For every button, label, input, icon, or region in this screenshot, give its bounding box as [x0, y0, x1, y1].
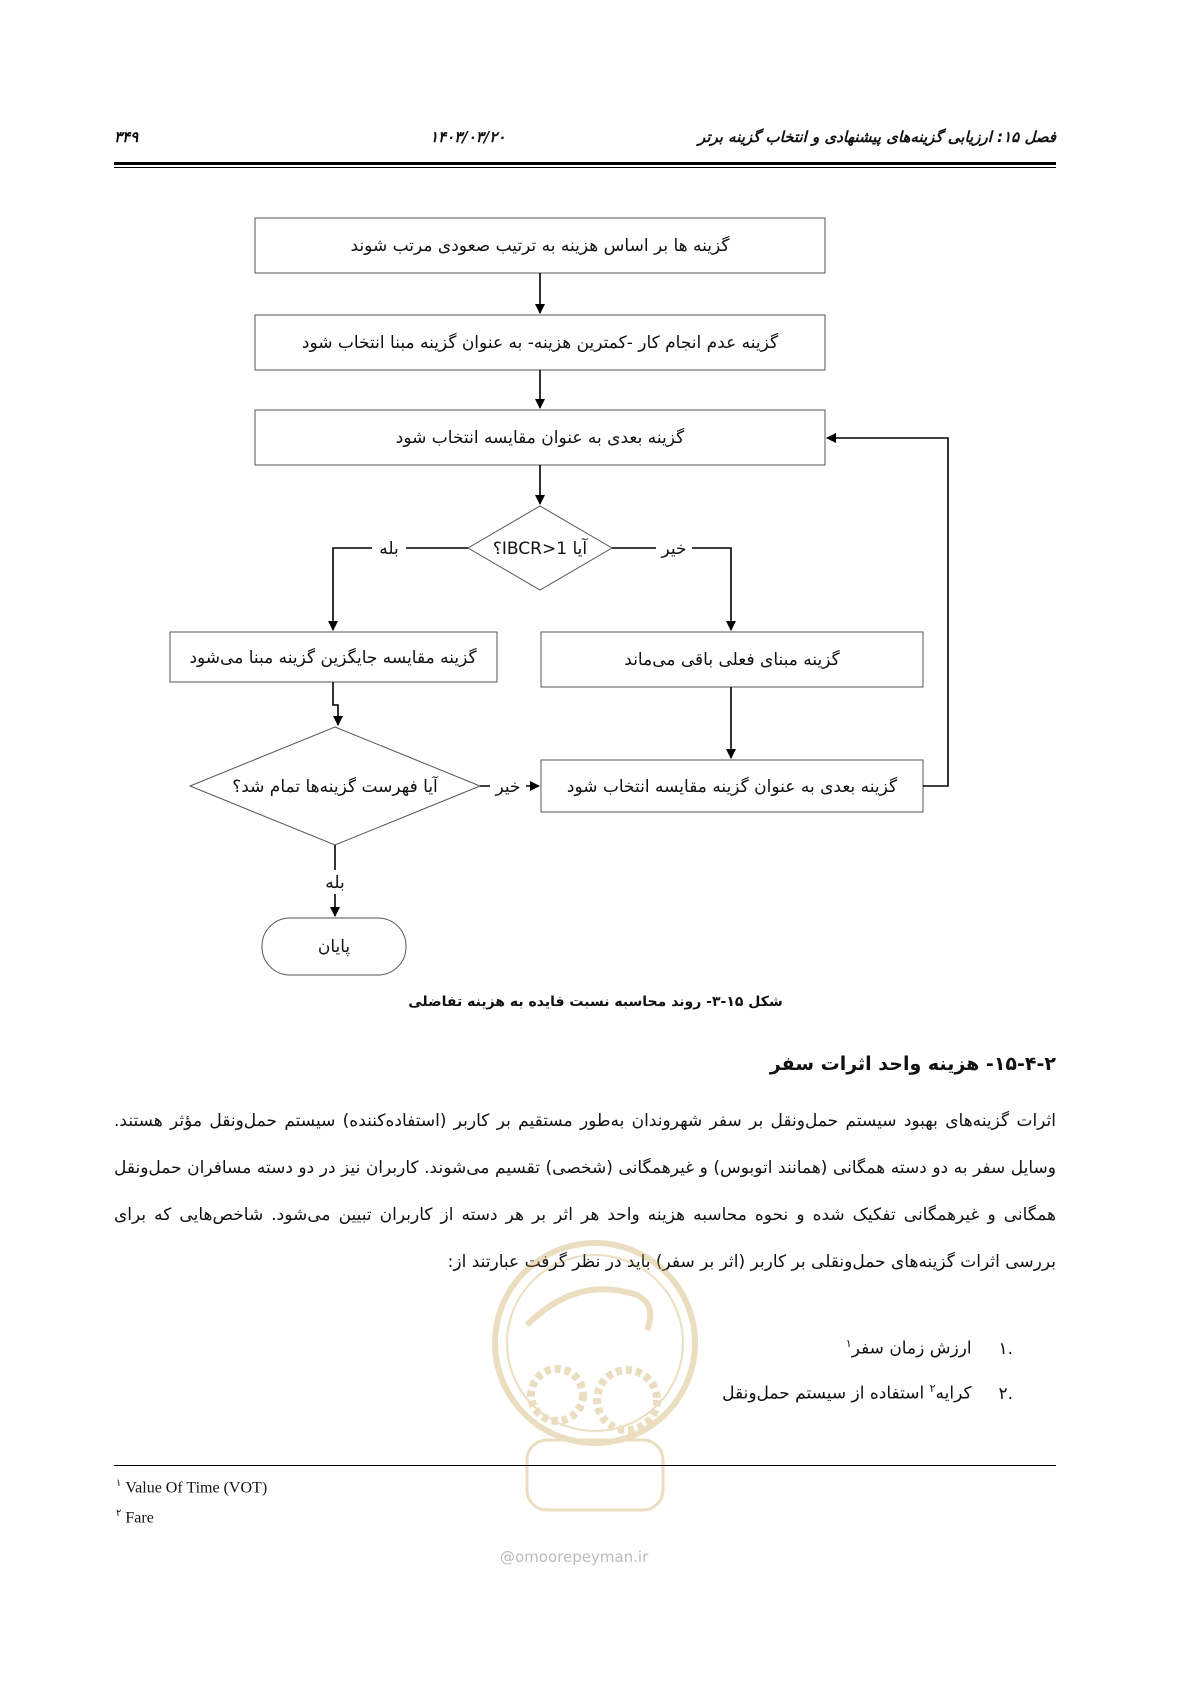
figure-caption: شکل ۱۵-۳- روند محاسبه نسبت فایده به هزینه تفاضلی: [408, 994, 783, 1010]
watermark-logo: [487, 1235, 703, 1521]
header-date: ۱۴۰۳/۰۳/۲۰: [430, 128, 506, 146]
section-title: ۱۵-۴-۲- هزینه واحد اثرات سفر: [769, 1053, 1056, 1075]
footnote-mark: ۱: [116, 1478, 122, 1489]
list-text: کرایه: [935, 1383, 972, 1404]
list-number: .۱: [998, 1338, 1013, 1359]
flow-box-no-label: گزینه مبنای فعلی باقی می‌ماند: [624, 650, 840, 670]
watermark-url: @omoorepeyman.ir: [500, 1548, 649, 1566]
footnote-ref[interactable]: ۲: [929, 1382, 936, 1395]
list-number: .۲: [998, 1383, 1013, 1404]
flow-no2-label: خیر: [495, 777, 521, 797]
flow-no1-label: خیر: [661, 539, 687, 559]
list-text: استفاده از سیستم حمل‌ونقل: [722, 1383, 930, 1404]
page-number: ۳۴۹: [114, 128, 139, 146]
list-item: [846, 1337, 1013, 1359]
flow-box-next-compare-label: گزینه بعدی به عنوان مقایسه انتخاب شود: [395, 428, 685, 448]
flow-decision-list-end-label: آیا فهرست گزینه‌ها تمام شد؟: [232, 777, 438, 797]
chapter-title: فصل ۱۵: ارزیابی گزینه‌های پیشنهادی و انتخاب گزینه برتر: [698, 128, 1056, 146]
footnote-text: Fare: [125, 1509, 154, 1527]
flow-box-baseline-label: گزینه عدم انجام کار -کمترین هزینه- به عنوان گزینه مبنا انتخاب شود: [301, 333, 779, 353]
footnote-mark: ۲: [116, 1508, 122, 1519]
footnote: [116, 1508, 154, 1527]
flow-yes1-label: بله: [379, 539, 399, 559]
body-paragraph: اثرات گزینه‌های بهبود سیستم حمل‌ونقل بر سفر شهروندان به‌طور مستقیم بر کاربر (استفاده‌کننده) سیستم حمل‌ونقل مؤثر هستند. وسایل سفر به دو دسته همگانی (همانند اتوبوس) و غیرهمگانی (شخصی) تقسیم می‌شوند. کاربران نیز در دو دسته مسافران حمل‌ونقل همگانی و غیرهمگانی تفکیک شده و نحوه محاسبه هزینه واحد هر اثر بر هر دسته از کاربران تبیین می‌شود. شاخص‌هایی که برای بررسی اثرات گزینه‌های حمل‌ونقلی بر کاربر (اثر بر سفر) باید در نظر گرفت عبارتند از:: [114, 1111, 1056, 1272]
footnote-ref[interactable]: ۱: [845, 1337, 852, 1350]
flow-box-yes-label: گزینه مقایسه جایگزین گزینه مبنا می‌شود: [189, 648, 477, 668]
list-text: ارزش زمان سفر: [851, 1338, 972, 1359]
flow-yes2-label: بله: [325, 873, 345, 893]
flow-box-next-label: گزینه بعدی به عنوان گزینه مقایسه انتخاب شود: [566, 777, 898, 797]
footnote: [116, 1478, 267, 1497]
flow-end-label: پایان: [317, 937, 351, 957]
list-item: [722, 1382, 1013, 1404]
flow-decision-ibcr-label: آیا IBCR>1؟: [492, 539, 588, 559]
footnote-text: Value Of Time (VOT): [125, 1479, 268, 1497]
flow-box-sort-label: گزینه ها بر اساس هزینه به ترتیب صعودی مرتب شوند: [350, 236, 730, 256]
footnote-rule: [114, 1465, 1056, 1466]
